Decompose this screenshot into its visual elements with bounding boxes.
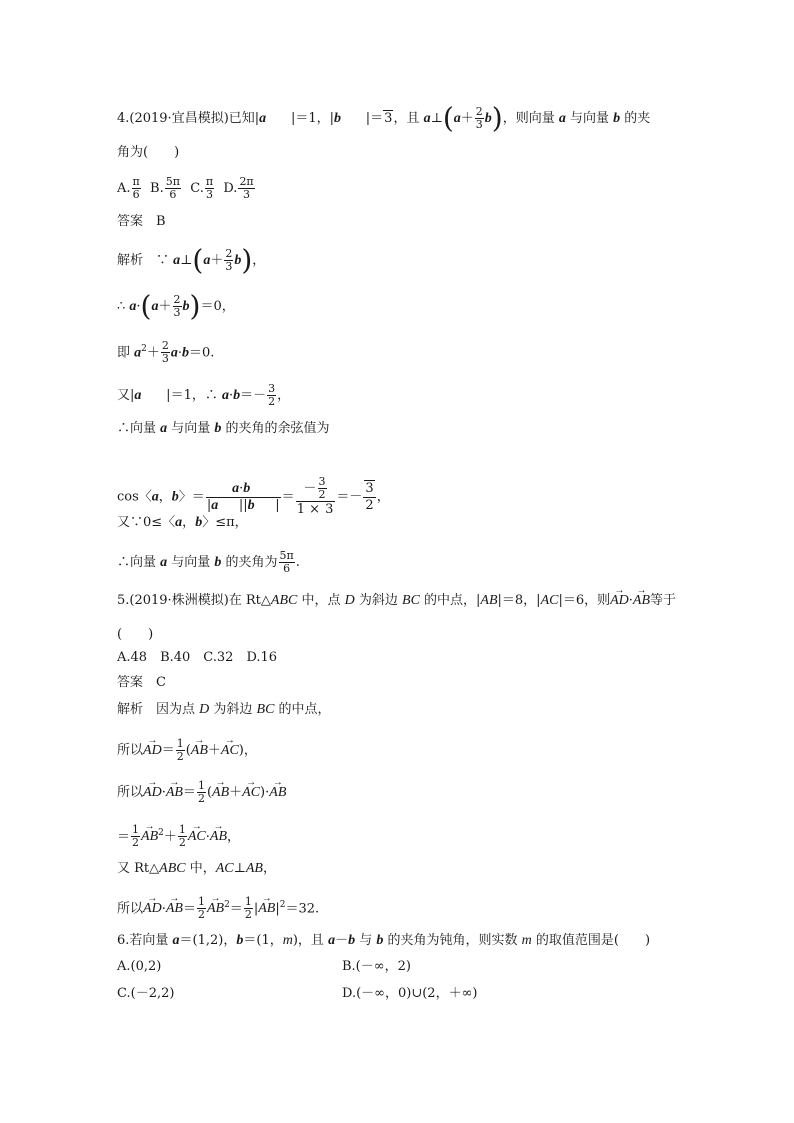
q5-sol-5: 又 Rt△ABC 中，AC⊥AB， (117, 861, 276, 876)
q5-stem-line2: ( ) (117, 627, 154, 642)
q6-option-b: B.(－∞，2) (342, 959, 411, 974)
q4-sol-1: 解析 ∵ a⊥(a＋ $\frac{2}{3}$ b)， (117, 243, 266, 277)
q4-sol-6: cos〈a，b〉＝ $\frac{a\cdot b}{|a ||b |}$ ＝ － $\frac{3}{2}$ 1 × 3 ＝－ $\frac{3}{2}$ ， (117, 475, 390, 517)
q4-options: A. $\frac{\pi}{6}$ B. $\frac{5\pi}{6}$ C. $\frac{\pi}{3}$ D. $\frac{2\pi}{3}$ (117, 175, 254, 201)
q5-stem: 5.(2019·株洲模拟)在 Rt△ABC 中，点 D 为斜边 BC 的中点，|AB|＝8，|AC|＝6，则→ AD·→ AB等于 (117, 592, 676, 610)
q5-options: A.48 B.40 C.32 D.16 (117, 650, 278, 665)
q5-answer: 答案 C (117, 675, 166, 690)
q4-sol-8: ∴向量 a 与向量 b 的夹角为 $\frac{5\pi}{6}$ . (117, 549, 300, 575)
q5-sol-1: 解析 因为点 D 为斜边 BC 的中点， (117, 702, 331, 717)
q6-option-a: A.(0,2) (117, 959, 162, 974)
q4-stem: 4.(2019·宜昌模拟)已知|a |＝1，|b |＝3，且 a⊥(a＋ $\frac{2}{3}$ b)，则向量 a 与向量 b 的夹 (117, 101, 651, 135)
q4-sol-5: ∴向量 a 与向量 b 的夹角的余弦值为 (117, 421, 330, 436)
q6-option-c: C.(－2,2) (117, 986, 175, 1001)
q6-option-d: D.(－∞，0)∪(2，＋∞) (342, 986, 478, 1001)
q5-sol-3: 所以→ AD·→ AB＝ $\frac{1}{2}$ (→ AB＋→ AC)·→ AB (117, 780, 286, 805)
q5-sol-2: 所以→ AD＝ $\frac{1}{2}$ (→ AB＋→ AC)， (117, 738, 257, 763)
q4-sol-2: ∴ a·(a＋ $\frac{2}{3}$ b)＝0， (117, 289, 235, 323)
q4-sol-7: 又∵0≤〈a，b〉≤π， (117, 515, 248, 530)
q5-sol-6: 所以→ AD·→ AB＝ $\frac{1}{2}$ → $AB^2=$ $\frac{1}{2}$ |→ $AB|^2=32$. (117, 896, 319, 921)
q4-answer: 答案 B (117, 214, 166, 229)
q5-sol-4: ＝ $\frac{1}{2}$ → $AB^2+$ $\frac{1}{2}$ → AC·→ AB， (117, 824, 240, 849)
q6-stem: 6.若向量 a＝(1,2)，b＝(1，m)，且 a－b 与 b 的夹角为钝角，则实数 m 的取值范围是( ) (117, 933, 651, 948)
q4-sol-3: 即 $a^2+$ $\frac{2}{3}$ a·b＝0. (117, 339, 215, 366)
q4-sol-4: 又|a |＝1，∴ a·b＝－ $\frac{3}{2}$ ， (117, 382, 291, 408)
q4-stem-line2: 角为( ) (117, 145, 180, 160)
